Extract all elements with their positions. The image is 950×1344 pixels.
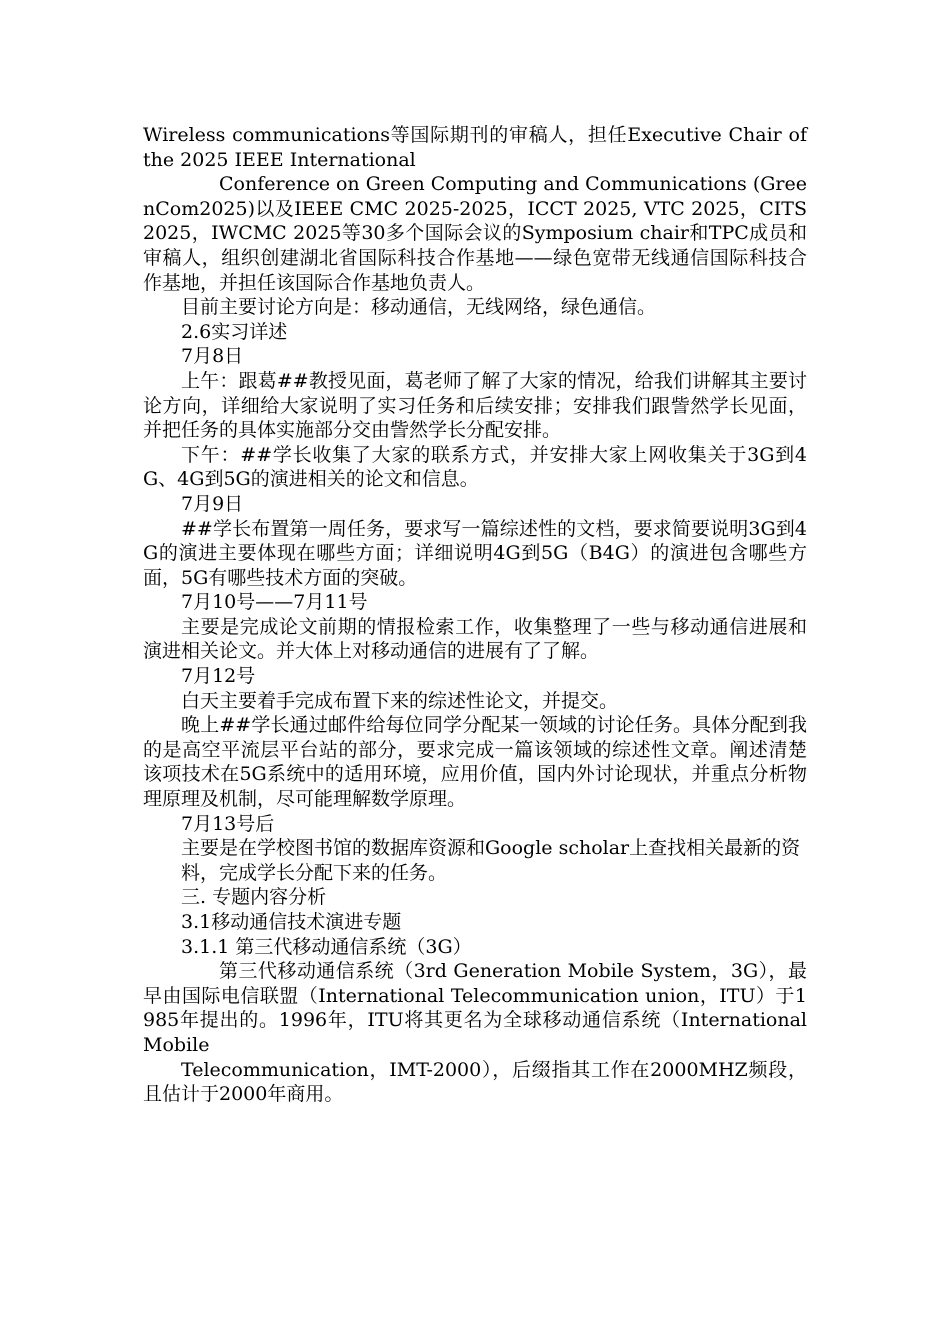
date-heading-july-9: 7月9日 xyxy=(181,492,244,515)
paragraph-library: 主要是在学校图书馆的数据库资源和Google scholar上查找相关最新的资 xyxy=(181,837,801,860)
paragraph-evening: 晚上##学长通过邮件给每位同学分配某一领域的讨论任务。具体分配到我的是高空平流层平台站的部分，要求完成一篇该领域的综述性文章。阐述清楚该项技术在5G系统中的适用环境，应用价值，国内外讨论现状，并重点分析物理原理及机制，尽可能理解数学原理。 xyxy=(143,714,807,811)
paragraph-conference: Conference on Green Computing and Communications (GreenCom2025)以及IEEE CMC 2025-2025，ICCT 2025, VTC 2025，CITS 2025，IWCMC 2025等30多个国际会议的Symposium chair和TPC成员和审稿人，组织创建湖北省国际科技合作基地——绿色宽带无线通信国际科技合作基地，并担任该国际合作基地负责人。 xyxy=(143,173,807,294)
date-heading-july-12: 7月12号 xyxy=(181,665,256,688)
paragraph-imt-2000: Telecommunication，IMT-2000），后缀指其工作在2000MHZ频段，且估计于2000年商用。 xyxy=(143,1058,807,1106)
section-heading-3: 三. 专题内容分析 xyxy=(181,886,327,909)
paragraph-research-direction: 目前主要讨论方向是：移动通信，无线网络，绿色通信。 xyxy=(181,296,657,319)
paragraph-literature-search: 主要是完成论文前期的情报检索工作，收集整理了一些与移动通信进展和演进相关论文。并大体上对移动通信的进展有了了解。 xyxy=(143,615,807,663)
paragraph-3g-intro: 第三代移动通信系统（3rd Generation Mobile System，3G），最早由国际电信联盟（International Telecommunication union，ITU）于1985年提出的。1996年，ITU将其更名为全球移动通信系统（International Mobile xyxy=(143,960,807,1056)
date-heading-july-8: 7月8日 xyxy=(181,345,244,368)
section-heading-2-6: 2.6实习详述 xyxy=(181,320,288,343)
paragraph-morning: 上午：跟葛##教授见面，葛老师了解了大家的情况，给我们讲解其主要讨论方向，详细给大家说明了实习任务和后续安排；安排我们跟訾然学长见面，并把任务的具体实施部分交由訾然学长分配安排。 xyxy=(143,369,807,442)
paragraph-afternoon: 下午：##学长收集了大家的联系方式，并安排大家上网收集关于3G到4G、4G到5G的演进相关的论文和信息。 xyxy=(143,443,807,491)
section-heading-3-1-1: 3.1.1 第三代移动通信系统（3G） xyxy=(181,935,472,958)
date-heading-july-13: 7月13号后 xyxy=(181,812,275,835)
date-heading-july-10-11: 7月10号——7月11号 xyxy=(181,591,368,614)
paragraph-daytime: 白天主要着手完成布置下来的综述性论文，并提交。 xyxy=(181,689,619,712)
document-body xyxy=(143,123,807,1107)
paragraph-library-cont: 料，完成学长分配下来的任务。 xyxy=(181,861,448,884)
section-heading-3-1: 3.1移动通信技术演进专题 xyxy=(181,911,402,933)
paragraph-first-week-task: ##学长布置第一周任务，要求写一篇综述性的文档，要求简要说明3G到4G的演进主要体现在哪些方面；详细说明4G到5G（B4G）的演进包含哪些方面，5G有哪些技术方面的突破。 xyxy=(143,517,807,589)
paragraph-reviewer-intro: Wireless communications等国际期刊的审稿人，担任Executive Chair of the 2025 IEEE International xyxy=(143,124,807,171)
